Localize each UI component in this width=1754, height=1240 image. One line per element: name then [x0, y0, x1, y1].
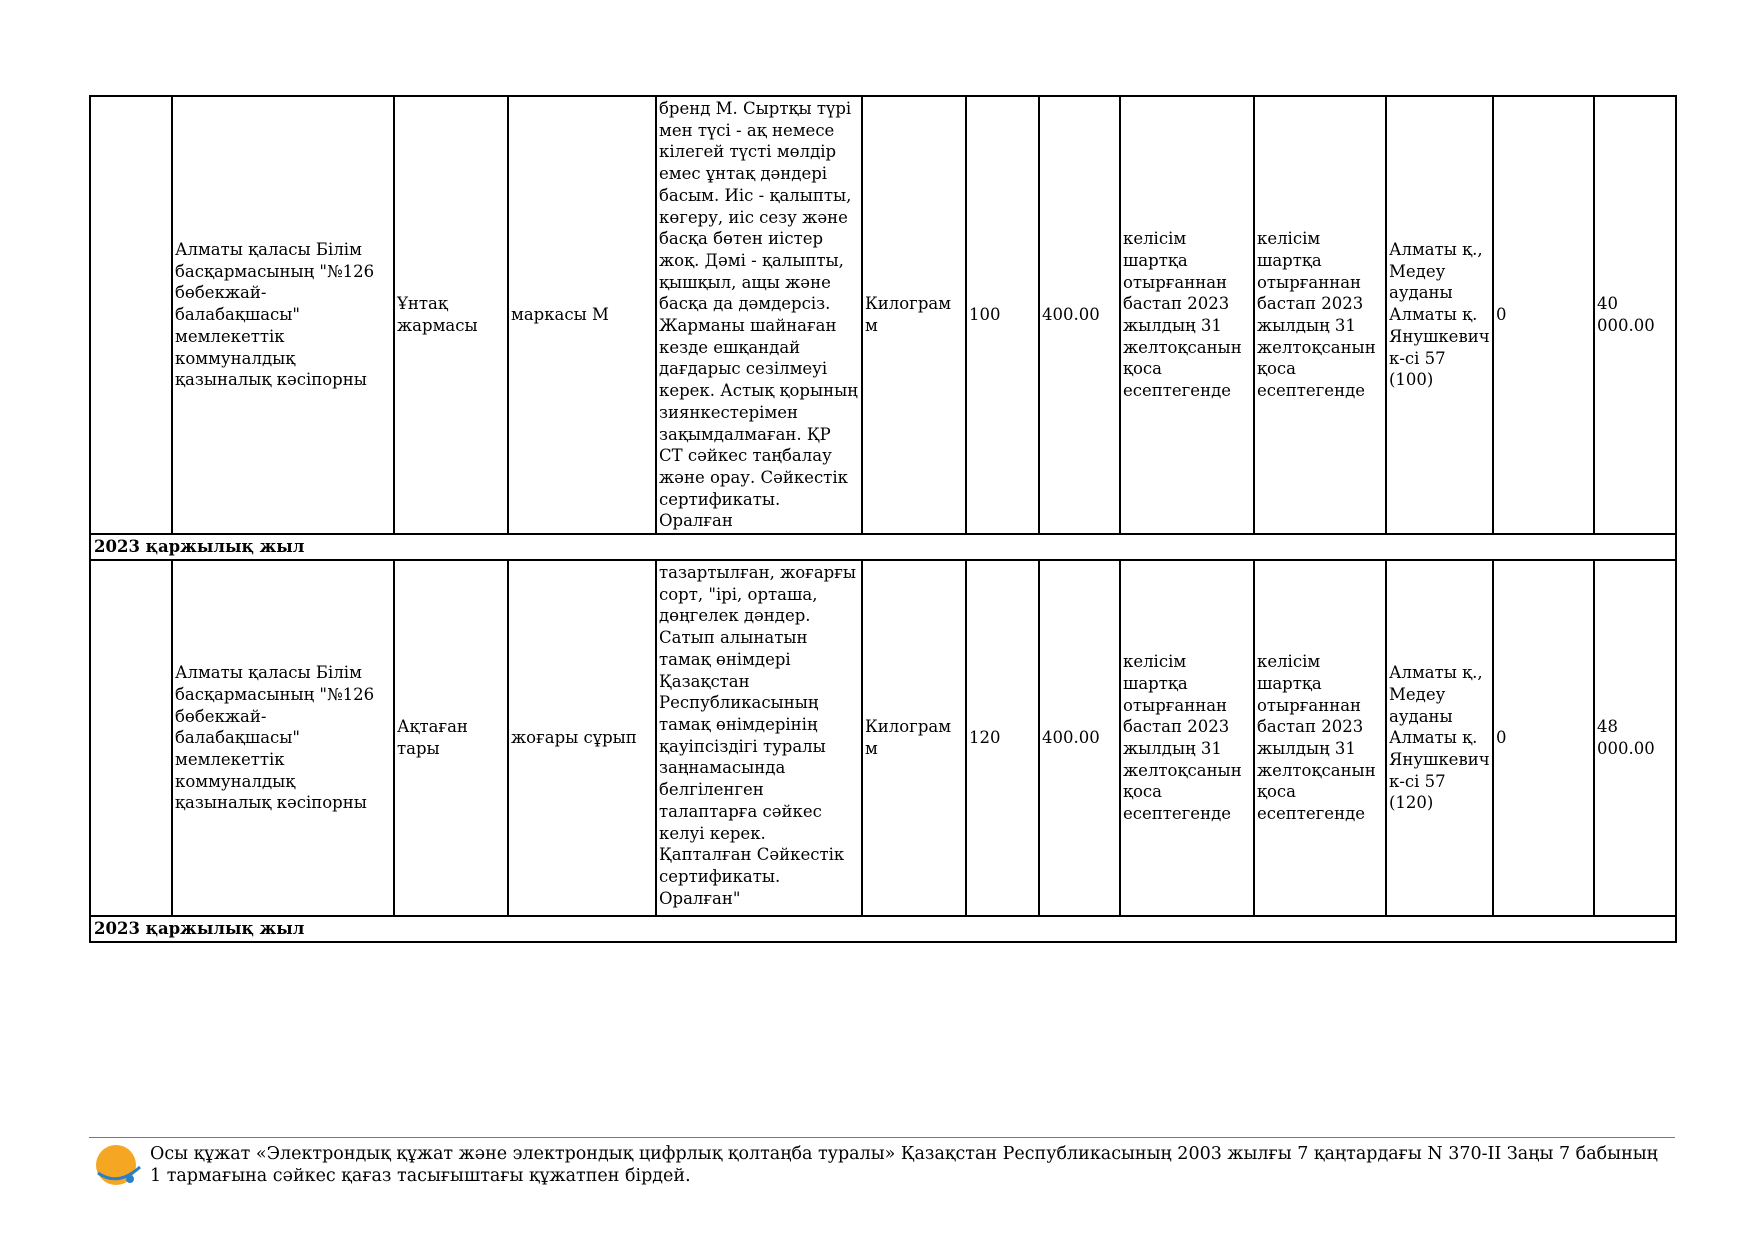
advance-cell: 0 [1493, 560, 1594, 916]
footer-divider [89, 1137, 1675, 1138]
brand-cell: маркасы М [508, 96, 656, 534]
customer-cell: Алматы қаласы Білім басқармасының "№126 бөбекжай-балабақшасы" мемлекеттік коммуналдық қазыналық кәсіпорны [172, 96, 394, 534]
total-cell: 48 000.00 [1594, 560, 1676, 916]
unit-cell: Килограмм [862, 560, 966, 916]
delivery-start-cell: келісім шартқа отырғаннан бастап 2023 жылдың 31 желтоқсанын қоса есептегенде [1120, 96, 1254, 534]
row-number-cell [90, 560, 172, 916]
fiscal-year-label: 2023 қаржылық жыл [90, 916, 1676, 942]
table-row [90, 96, 1676, 534]
table-row [90, 534, 1676, 560]
description-cell: бренд М. Сыртқы түрі мен түсі - ақ немесе кілегей түсті мөлдір емес ұнтақ дәндері басым. Иіс - қалыпты, көгеру, иіс сезу және басқа бөтен иістер жоқ. Дәмі - қалыпты, қышқыл, ащы және басқа да дәмдерсіз. Жарманы шайнаған кезде ешқандай дағдарыс сезілмеуі керек. Астық қорының зиянкестерімен зақымдалмаған. ҚР СТ сәйкес таңбалау және орау. Сәйкестік сертификаты. Оралған [656, 96, 862, 534]
unit-cell: Килограмм [862, 96, 966, 534]
fiscal-year-label: 2023 қаржылық жыл [90, 534, 1676, 560]
customer-cell: Алматы қаласы Білім басқармасының "№126 бөбекжай-балабақшасы" мемлекеттік коммуналдық қазыналық кәсіпорны [172, 560, 394, 916]
price-cell: 400.00 [1039, 96, 1120, 534]
delivery-end-cell: келісім шартқа отырғаннан бастап 2023 жылдың 31 желтоқсанын қоса есептегенде [1254, 560, 1386, 916]
delivery-start-cell: келісім шартқа отырғаннан бастап 2023 жылдың 31 желтоқсанын қоса есептегенде [1120, 560, 1254, 916]
row-number-cell [90, 96, 172, 534]
table-row [90, 560, 1676, 916]
egov-logo-icon [94, 1143, 142, 1191]
advance-cell: 0 [1493, 96, 1594, 534]
product-name-cell: Ұнтақ жармасы [394, 96, 508, 534]
product-name-cell: Ақтаған тары [394, 560, 508, 916]
quantity-cell: 120 [966, 560, 1039, 916]
procurement-table [89, 95, 1677, 943]
table-row [90, 916, 1676, 942]
footer-legal-notice: Осы құжат «Электрондық құжат және электрондық цифрлық қолтаңба туралы» Қазақстан Республикасының 2003 жылғы 7 қаңтардағы N 370-II Заңы 7 бабының 1 тармағына сәйкес қағаз тасығыштағы құжатпен бірдей. [150, 1144, 1658, 1186]
description-cell: тазартылған, жоғарғы сорт, "ірі, орташа, дөңгелек дәндер. Сатып алынатын тамақ өнімдері Қазақстан Республикасының тамақ өнімдерінің қауіпсіздігі туралы заңнамасында белгіленген талаптарға сәйкес келуі керек. Қапталған Сәйкестік сертификаты. Оралған" [656, 560, 862, 916]
quantity-cell: 100 [966, 96, 1039, 534]
address-cell: Алматы қ., Медеу ауданы Алматы қ. Янушкевич к-сі 57 (100) [1386, 96, 1493, 534]
address-cell: Алматы қ., Медеу ауданы Алматы қ. Янушкевич к-сі 57 (120) [1386, 560, 1493, 916]
total-cell: 40 000.00 [1594, 96, 1676, 534]
price-cell: 400.00 [1039, 560, 1120, 916]
brand-cell: жоғары сұрып [508, 560, 656, 916]
delivery-end-cell: келісім шартқа отырғаннан бастап 2023 жылдың 31 желтоқсанын қоса есептегенде [1254, 96, 1386, 534]
